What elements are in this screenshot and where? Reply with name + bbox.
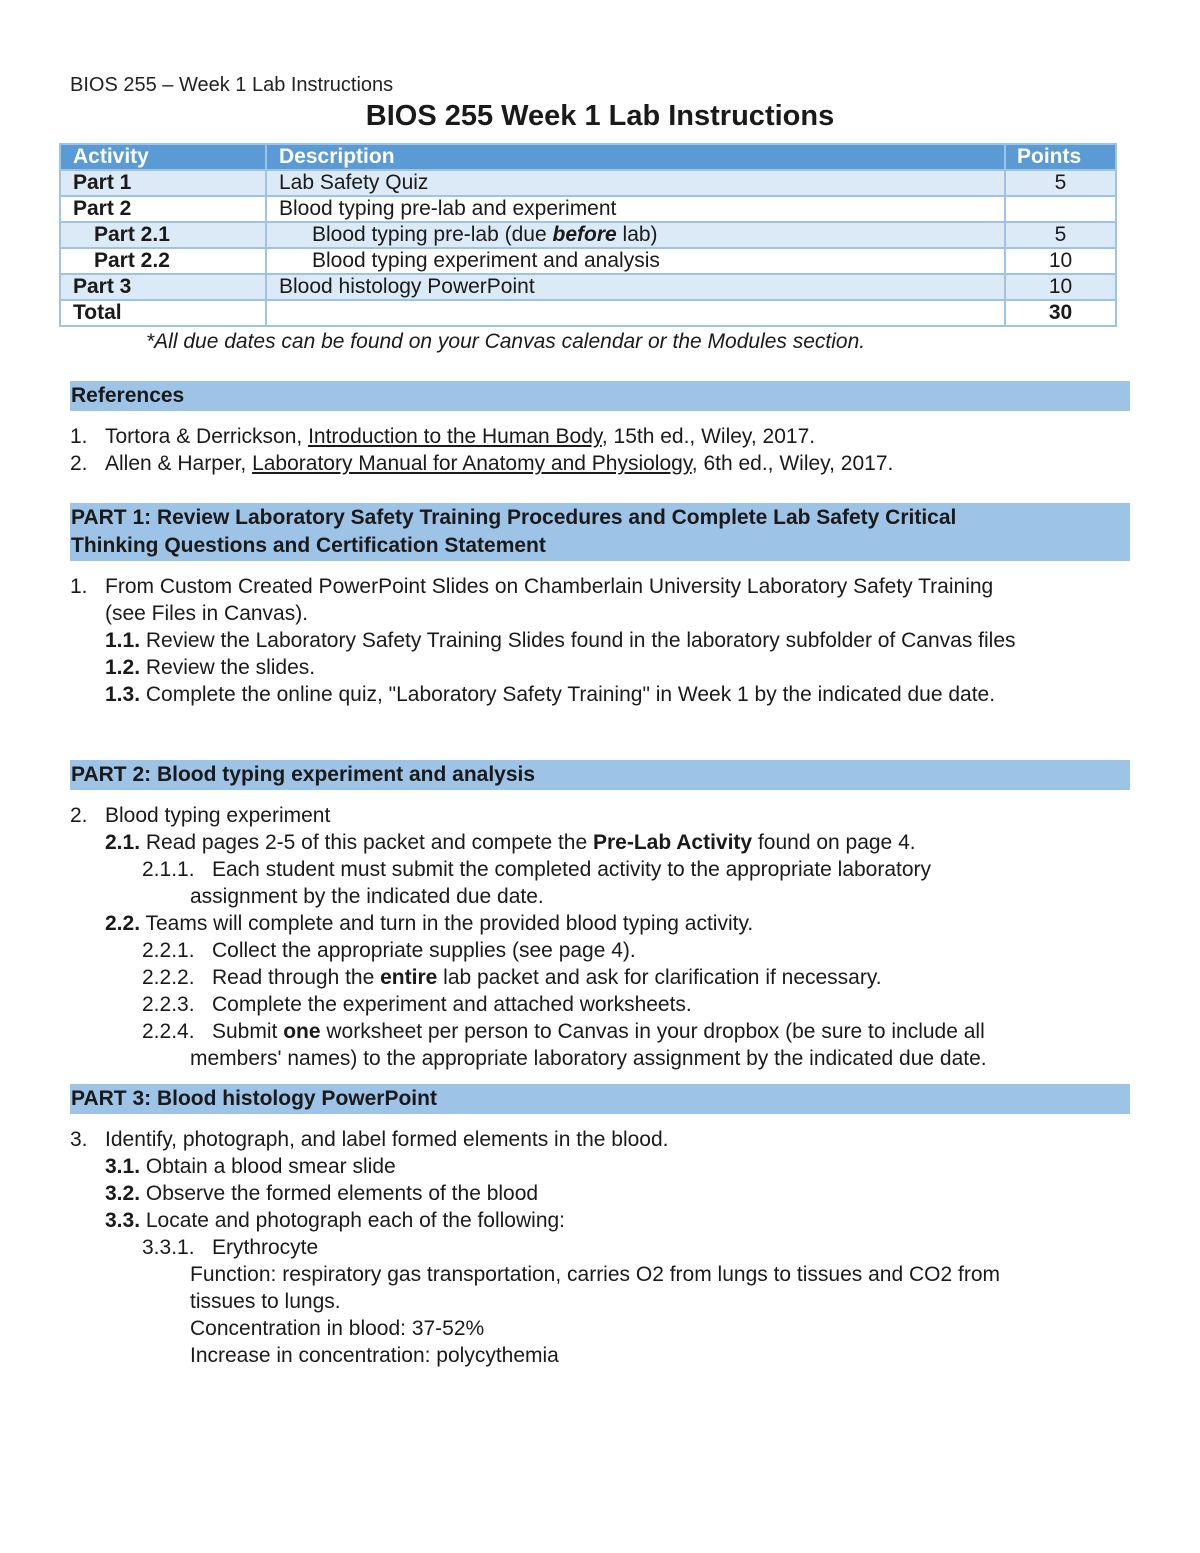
list-item: 3.1. Obtain a blood smear slide (105, 1155, 396, 1178)
list-item: 3.3.1. Erythrocyte (142, 1236, 319, 1259)
activity-cell: Part 2.1 (60, 222, 266, 248)
points-cell: 5 (1005, 170, 1116, 196)
list-item: Increase in concentration: polycythemia (190, 1344, 559, 1367)
list-item: tissues to lungs. (190, 1290, 341, 1313)
list-item: 1.3. Complete the online quiz, "Laboratory Safety Training" in Week 1 by the indicated due date. (105, 683, 996, 706)
points-cell (1005, 196, 1116, 222)
list-item: 3.2. Observe the formed elements of the blood (105, 1182, 539, 1205)
table-row (60, 274, 1116, 300)
document-page (70, 72, 1130, 1369)
list-item: 3.3. Locate and photograph each of the following: (105, 1209, 566, 1232)
list-item: 2.2.2. Read through the entire lab packet and ask for clarification if necessary. (142, 966, 882, 989)
activity-cell: Part 1 (60, 170, 266, 196)
running-header: BIOS 255 – Week 1 Lab Instructions (70, 74, 394, 96)
column-header-activity: Activity (60, 144, 266, 170)
list-item: 1.1. Review the Laboratory Safety Training Slides found in the laboratory subfolder of Canvas files (105, 629, 1016, 652)
page-title: BIOS 255 Week 1 Lab Instructions (365, 100, 835, 132)
due-dates-note: *All due dates can be found on your Canvas calendar or the Modules section. (146, 330, 866, 353)
description-cell: Blood typing pre-lab and experiment (266, 196, 1005, 222)
table-row-total (60, 300, 1116, 326)
list-item: 2. Blood typing experiment (70, 804, 331, 827)
table-row (60, 196, 1116, 222)
emphasis-text: before (552, 223, 617, 246)
list-item: 3. Identify, photograph, and label formed elements in the blood. (70, 1128, 669, 1151)
description-cell: Blood typing experiment and analysis (266, 248, 1005, 274)
list-item: Function: respiratory gas transportation, carries O2 from lungs to tissues and CO2 from (190, 1263, 1001, 1286)
part1-content (70, 573, 1130, 708)
column-header-points: Points (1005, 144, 1116, 170)
activities-table (59, 143, 1117, 327)
references-heading: References (70, 381, 1130, 411)
list-item: Concentration in blood: 37-52% (190, 1317, 485, 1340)
description-cell: Lab Safety Quiz (266, 170, 1005, 196)
list-item: 1. Tortora & Derrickson, Introduction to the Human Body, 15th ed., Wiley, 2017. (70, 425, 816, 448)
activity-cell: Part 2 (60, 196, 266, 222)
description-cell: Blood typing pre-lab (due before lab) (266, 222, 1005, 248)
activity-cell: Total (60, 300, 266, 326)
points-cell: 5 (1005, 222, 1116, 248)
book-title: Laboratory Manual for Anatomy and Physiology (252, 452, 692, 475)
list-item: 2.1.1. Each student must submit the completed activity to the appropriate laboratory (142, 858, 932, 881)
part3-content (70, 1126, 1130, 1369)
total-points-cell: 30 (1005, 300, 1116, 326)
list-item: 2.2.4. Submit one worksheet per person to Canvas in your dropbox (be sure to include all (142, 1020, 985, 1043)
part1-heading: PART 1: Review Laboratory Safety Training Procedures and Complete Lab Safety Critical Thinking Questions and Certification Statement (70, 503, 1130, 561)
list-item: 2.2. Teams will complete and turn in the provided blood typing activity. (105, 912, 754, 935)
list-item: assignment by the indicated due date. (190, 885, 544, 908)
activity-cell: Part 2.2 (60, 248, 266, 274)
table-row (60, 222, 1116, 248)
table-row (60, 248, 1116, 274)
list-item: 1.2. Review the slides. (105, 656, 316, 679)
description-cell: Blood histology PowerPoint (266, 274, 1005, 300)
list-item: 2.2.3. Complete the experiment and attached worksheets. (142, 993, 692, 1016)
part2-heading: PART 2: Blood typing experiment and analysis (70, 760, 1130, 790)
list-item: (see Files in Canvas). (105, 602, 309, 625)
part2-content (70, 802, 1130, 1072)
description-cell (266, 300, 1005, 326)
list-item: 2.1. Read pages 2-5 of this packet and compete the Pre-Lab Activity found on page 4. (105, 831, 916, 854)
table-header-row (60, 144, 1116, 170)
list-item: 2. Allen & Harper, Laboratory Manual for Anatomy and Physiology, 6th ed., Wiley, 2017. (70, 452, 894, 475)
points-cell: 10 (1005, 248, 1116, 274)
activity-cell: Part 3 (60, 274, 266, 300)
list-item: 1. From Custom Created PowerPoint Slides on Chamberlain University Laboratory Safety Training (70, 575, 994, 598)
references-list (70, 423, 1130, 477)
table-row (60, 170, 1116, 196)
part3-heading: PART 3: Blood histology PowerPoint (70, 1084, 1130, 1114)
list-item: 2.2.1. Collect the appropriate supplies (see page 4). (142, 939, 636, 962)
column-header-description: Description (266, 144, 1005, 170)
list-item: members' names) to the appropriate laboratory assignment by the indicated due date. (190, 1047, 987, 1070)
book-title: Introduction to the Human Body (308, 425, 602, 448)
points-cell: 10 (1005, 274, 1116, 300)
